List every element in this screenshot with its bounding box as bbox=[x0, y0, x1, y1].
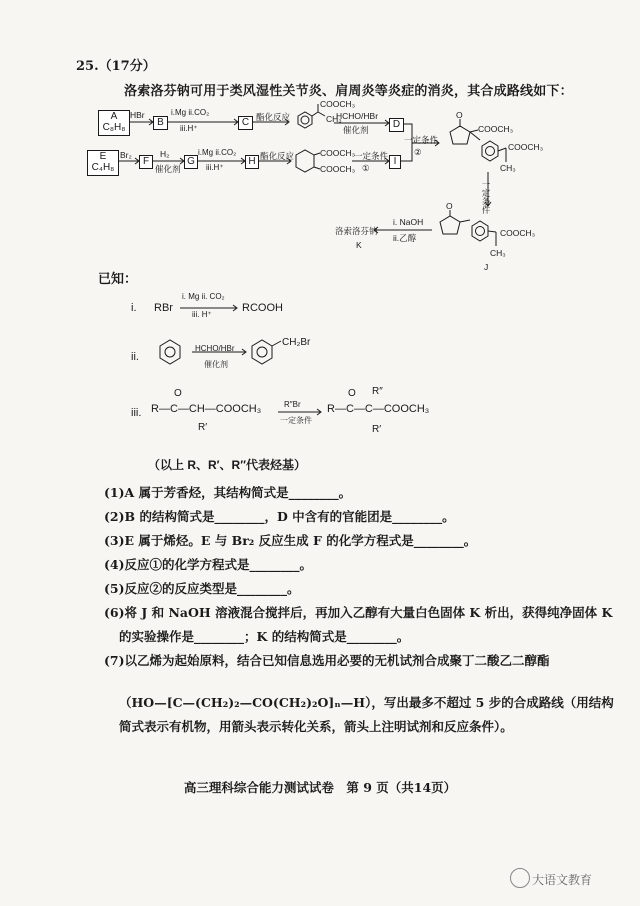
compound-b-box: B bbox=[153, 116, 168, 130]
question-7-formula: （HO—[C—(CH₂)₂—CO(CH₂)₂O]ₙ—H），写出最多不超过 5 步的合成路线（用结构 bbox=[119, 695, 614, 710]
known-iii-right-r2: R″ bbox=[372, 386, 383, 397]
known-iii-label: iii. bbox=[131, 407, 142, 419]
structure-j bbox=[440, 210, 496, 246]
page-footer: 高三理科综合能力测试试卷 第 9 页（共14页） bbox=[183, 780, 457, 795]
bracket-d-i bbox=[400, 124, 412, 161]
compound-e-label: E bbox=[99, 151, 107, 162]
row1-ch3: CH₃ bbox=[326, 114, 342, 124]
known-i-left: RBr bbox=[154, 302, 173, 314]
compound-a-label: A bbox=[110, 111, 118, 122]
step2-ch3: CH₃ bbox=[500, 163, 516, 173]
question-intro: 洛索洛芬钠可用于类风湿性关节炎、肩周炎等炎症的消炎，其合成路线如下： bbox=[124, 84, 573, 99]
watermark: 大语文教育 bbox=[532, 873, 593, 887]
compound-e-formula: C₄H₈ bbox=[91, 162, 115, 173]
question-5: (5)反应②的反应类型是________。 bbox=[104, 581, 300, 596]
compound-i-box: I bbox=[389, 155, 401, 169]
known-i-label: i. bbox=[131, 302, 137, 314]
reagent-h2: H₂ bbox=[160, 149, 170, 159]
known-iii-left-o: O bbox=[174, 388, 182, 399]
ketone-o-1: O bbox=[456, 110, 463, 120]
compound-g-box: G bbox=[184, 155, 198, 169]
compound-f-box: F bbox=[139, 155, 153, 169]
question-1: (1)A 属于芳香烃，其结构简式是________。 bbox=[104, 485, 352, 500]
known-ii-cond1: HCHO/HBr bbox=[195, 344, 235, 353]
question-3: (3)E 属于烯烃。E 与 Br₂ 反应生成 F 的化学方程式是________。 bbox=[104, 533, 477, 548]
structure-diester bbox=[296, 150, 320, 172]
known-iii-left-structure: R—C—CH—COOCH₃ bbox=[151, 403, 262, 415]
known-iii-right-o: O bbox=[348, 388, 356, 399]
question-7-cont: 简式表示有机物，用箭头表示转化关系，箭头上注明试剂和反应条件）。 bbox=[119, 719, 513, 734]
diester-cooch3-bottom: COOCH₃ bbox=[320, 164, 356, 174]
known-ii-label: ii. bbox=[131, 351, 139, 363]
known-i-cond1: i. Mg ii. CO₂ bbox=[182, 292, 225, 301]
row1-cooch3: COOCH₃ bbox=[320, 99, 356, 109]
reagent-naoh: i. NaOH bbox=[393, 217, 424, 227]
reagent-cond-1: 一定条件 bbox=[354, 151, 389, 161]
reagent-cond-2: 一定条件 bbox=[404, 135, 439, 145]
reagent-ester-1: 酯化反应 bbox=[256, 112, 291, 122]
reagent-hcho-1: HCHO/HBr bbox=[336, 111, 379, 121]
reagent-h-2: iii.H⁺ bbox=[206, 163, 224, 172]
reagent-mg-co2-2: i.Mg ii.CO₂ bbox=[198, 148, 237, 157]
known-note: （以上 R、R′、R″代表烃基） bbox=[148, 458, 306, 472]
question-6: (6)将 J 和 NaOH 溶液混合搅拌后，再加入乙醇有大量白色固体 K 析出，获得纯净固体 K bbox=[104, 605, 613, 620]
known-i-cond2: iii. H⁺ bbox=[192, 310, 212, 319]
ketone-o-2: O bbox=[446, 201, 453, 211]
step2-cooch3: COOCH₃ bbox=[478, 124, 514, 134]
reagent-br2: Br₂ bbox=[120, 150, 132, 160]
known-title: 已知： bbox=[98, 272, 138, 287]
known-ii-ch2br: CH₂Br bbox=[282, 337, 311, 348]
wechat-icon bbox=[510, 868, 530, 888]
reagent-cond-3: 一定条件 bbox=[481, 180, 491, 214]
known-iii-left-r: R′ bbox=[198, 422, 208, 433]
question-2: (2)B 的结构简式是________，D 中含有的官能团是________。 bbox=[104, 509, 455, 524]
reagent-h-1: iii.H⁺ bbox=[180, 124, 198, 133]
compound-j-label: J bbox=[484, 262, 489, 272]
product-k: K bbox=[356, 240, 362, 250]
compound-h-box: H bbox=[245, 155, 259, 169]
reagent-cat-2: 催化剂 bbox=[155, 164, 181, 174]
product-name: 洛索洛芬钠 bbox=[335, 226, 378, 236]
reagent-ester-2: 酯化反应 bbox=[260, 151, 295, 161]
reagent-mg-co2-1: i.Mg ii.CO₂ bbox=[171, 108, 210, 117]
known-iii-right-structure: R—C—C—COOCH₃ bbox=[327, 403, 430, 415]
step-label-1: ① bbox=[362, 163, 370, 173]
compound-a-formula: C₈H₈ bbox=[102, 122, 126, 133]
step-label-2: ② bbox=[414, 147, 422, 157]
reagent-hbr: HBr bbox=[130, 110, 145, 120]
step2-cooch3-b: COOCH₃ bbox=[508, 142, 544, 152]
compound-d-box: D bbox=[389, 118, 404, 132]
compound-c-box: C bbox=[238, 116, 253, 130]
benzene-ring-left bbox=[160, 340, 180, 364]
known-iii-cond1: R″Br bbox=[284, 400, 301, 409]
reagent-cat-1: 催化剂 bbox=[343, 125, 369, 135]
known-iii-cond2: 一定条件 bbox=[280, 416, 312, 425]
known-i-right: RCOOH bbox=[242, 302, 283, 314]
known-iii-right-r1: R′ bbox=[372, 424, 382, 435]
j-cooch3: COOCH₃ bbox=[500, 228, 536, 238]
question-7: (7)以乙烯为起始原料，结合已知信息选用必要的无机试剂合成聚丁二酸乙二醇酯 bbox=[104, 653, 550, 668]
reagent-etoh: ii.乙醇 bbox=[393, 233, 417, 243]
known-ii-cond2: 催化剂 bbox=[204, 360, 228, 369]
j-ch3: CH₃ bbox=[490, 248, 506, 258]
question-4: (4)反应①的化学方程式是________。 bbox=[104, 557, 313, 572]
scheme-drawing bbox=[0, 0, 640, 270]
question-number: 25.（17分） bbox=[76, 59, 156, 74]
diester-cooch3-top: COOCH₃ bbox=[320, 148, 356, 158]
benzene-ring-right bbox=[252, 340, 281, 364]
question-6-cont: 的实验操作是________；K 的结构简式是________。 bbox=[119, 629, 410, 644]
known-drawing bbox=[0, 290, 640, 440]
